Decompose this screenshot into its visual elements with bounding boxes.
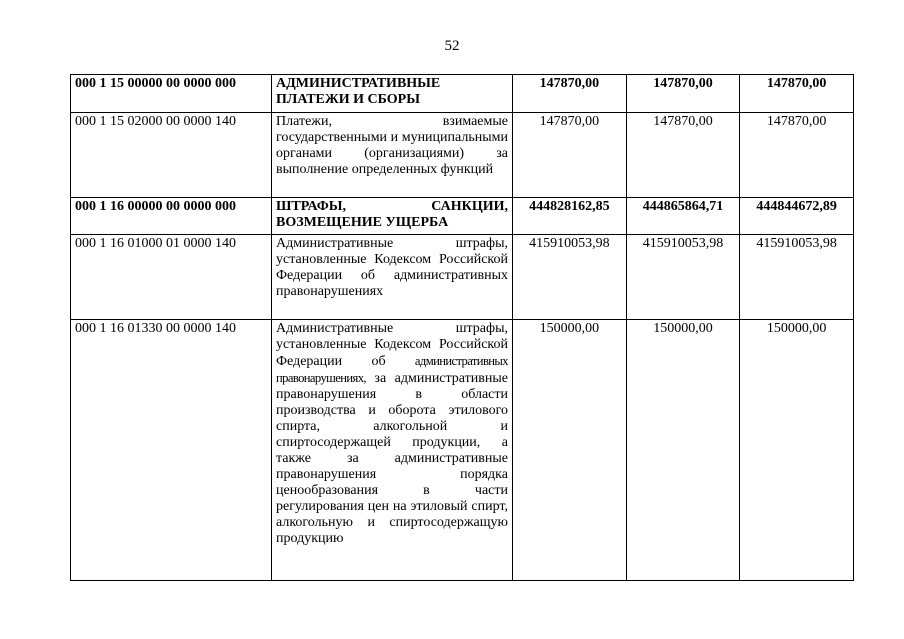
revenue-name-condensed-part: административных правонарушениях, [276,354,508,385]
budget-code-cell: 000 1 16 01000 01 0000 140 [71,235,272,320]
table-row [71,320,854,581]
amount-year3-cell: 444844672,89 [740,198,854,235]
table-row [71,235,854,320]
page-number: 52 [444,38,460,54]
revenue-name-cell: Платежи, взимаемые государственными и муниципальными органами (организациями) за выполнение определенных функций [272,113,513,198]
budget-code-cell: 000 1 16 00000 00 0000 000 [71,198,272,235]
budget-code-cell: 000 1 15 00000 00 0000 000 [71,75,272,113]
table-row [71,198,854,235]
table-row [71,113,854,198]
amount-year1-cell: 150000,00 [513,320,627,581]
amount-year3-cell: 415910053,98 [740,235,854,320]
budget-code-cell: 000 1 15 02000 00 0000 140 [71,113,272,198]
amount-year2-cell: 415910053,98 [626,235,740,320]
amount-year2-cell: 150000,00 [626,320,740,581]
amount-year2-cell: 444865864,71 [626,198,740,235]
amount-year1-cell: 147870,00 [513,113,627,198]
amount-year3-cell: 147870,00 [740,113,854,198]
amount-year1-cell: 444828162,85 [513,198,627,235]
table-row [71,75,854,113]
amount-year3-cell: 150000,00 [740,320,854,581]
budget-table [70,74,854,581]
revenue-name-cell [272,320,513,581]
revenue-name-cell: ШТРАФЫ, САНКЦИИ, ВОЗМЕЩЕНИЕ УЩЕРБА [272,198,513,235]
amount-year1-cell: 415910053,98 [513,235,627,320]
amount-year1-cell: 147870,00 [513,75,627,113]
revenue-name-part: Административные штрафы, установленные Кодексом Российской Федерации об [276,321,508,369]
revenue-name-cell: АДМИНИСТРАТИВНЫЕ ПЛАТЕЖИ И СБОРЫ [272,75,513,113]
revenue-name-part: за административные правонарушения в области производства и оборота этилового спирта, алкогольной и спиртосодержащей продукции, а также за административные правонарушения порядка ценообразования в части регулирования цен на этиловый спирт, алкогольную и спиртосодержащую продукцию [276,371,508,546]
amount-year3-cell: 147870,00 [740,75,854,113]
budget-code-cell: 000 1 16 01330 00 0000 140 [71,320,272,581]
revenue-name-cell: Административные штрафы, установленные Кодексом Российской Федерации об административных правонарушениях [272,235,513,320]
amount-year2-cell: 147870,00 [626,113,740,198]
amount-year2-cell: 147870,00 [626,75,740,113]
